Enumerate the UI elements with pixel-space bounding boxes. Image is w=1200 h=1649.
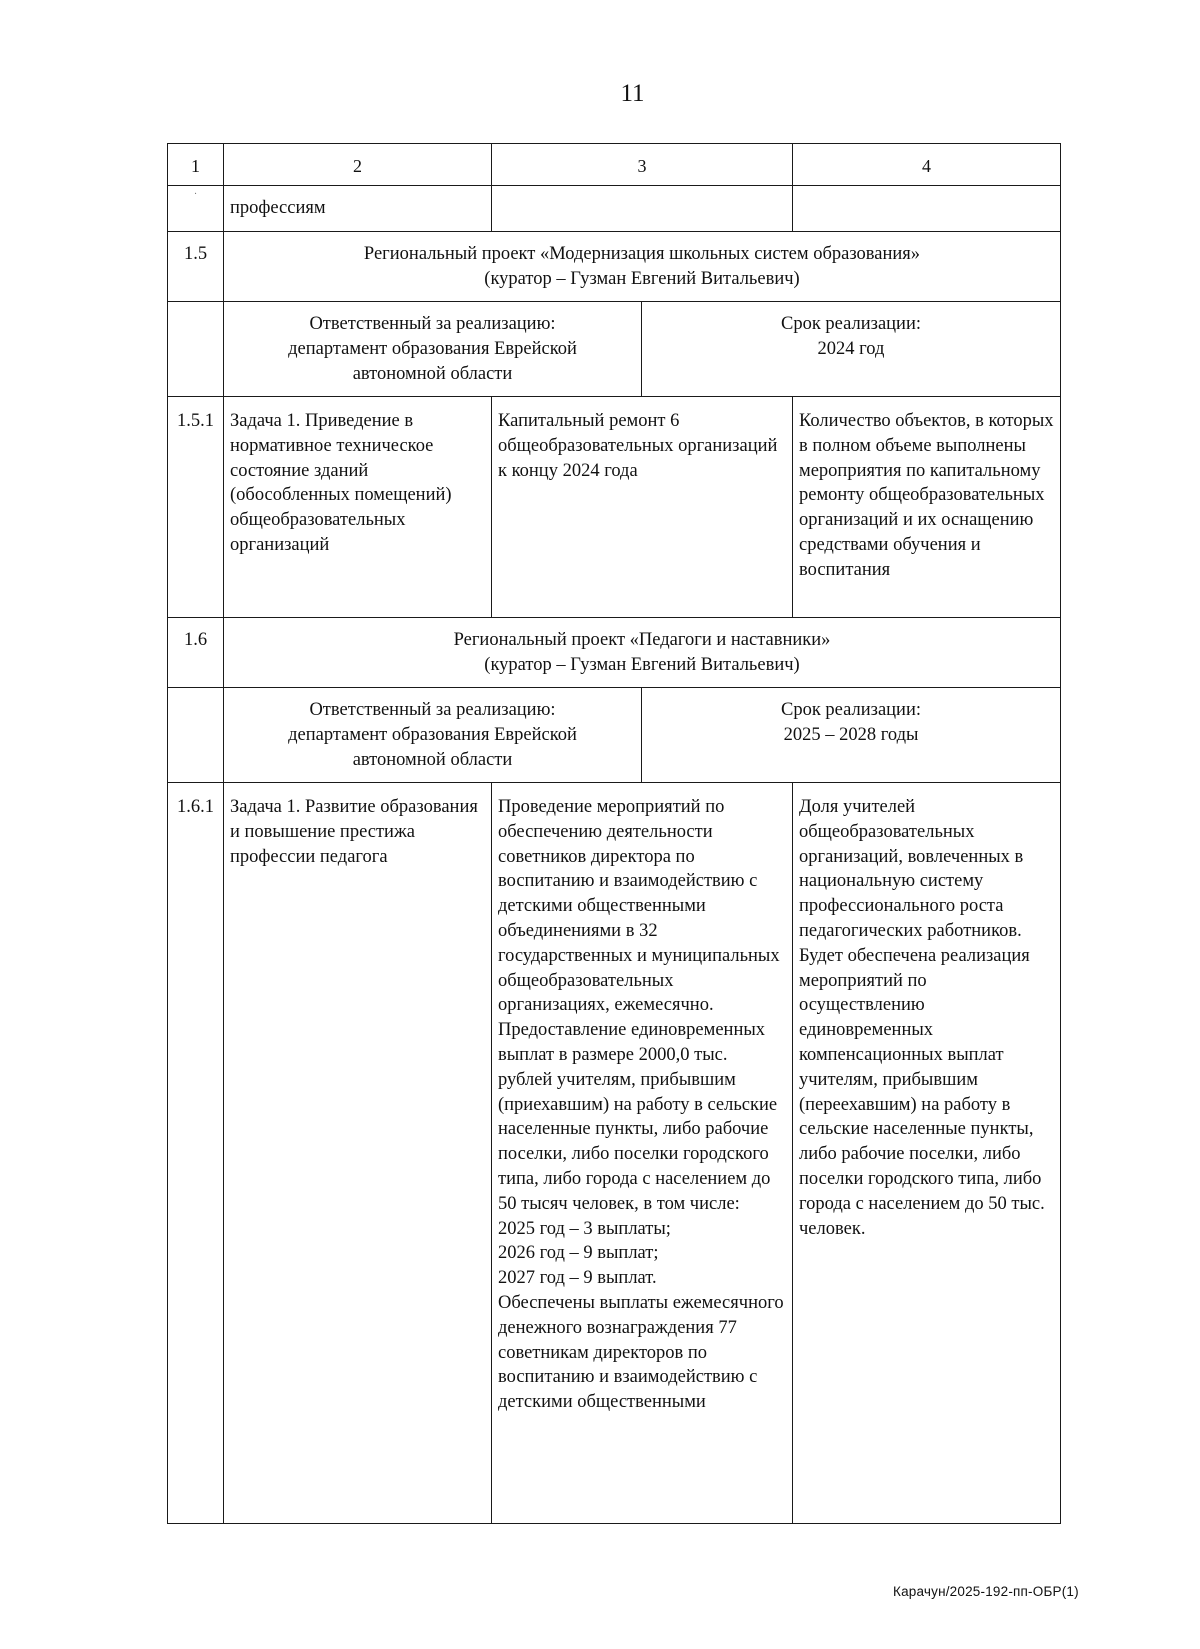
responsible-label: Ответственный за реализацию: bbox=[309, 314, 556, 334]
task-expected-result bbox=[492, 783, 793, 1524]
row-number: 1.5.1 bbox=[168, 397, 224, 618]
task-indicator bbox=[793, 783, 1061, 1524]
term-cell bbox=[642, 302, 1061, 397]
responsible-dept: департамент образования Еврейской bbox=[288, 338, 577, 359]
task-description: Задача 1. Приведение в нормативное техническое состояние зданий (обособленных помещений) общеобразовательных организаций bbox=[224, 397, 492, 618]
term-label: Срок реализации: bbox=[780, 314, 921, 334]
header-col-2: 2 bbox=[224, 144, 492, 186]
project-row-1-5 bbox=[168, 232, 1061, 302]
responsible-label: Ответственный за реализацию: bbox=[309, 700, 556, 720]
indicator-paragraph-2: Будет обеспечена реализация мероприятий по осуществлению единовременных компенсационных выплат учителям, прибывшим (переехавшим) на работу в сельские населенные пункты, либо рабочие поселки, либо поселки городского типа, либо города с населением до 50 тыс. человек. bbox=[799, 945, 1045, 1239]
responsible-dept: департамент образования Еврейской bbox=[288, 724, 577, 745]
header-col-4: 4 bbox=[793, 144, 1061, 186]
project-title bbox=[224, 618, 1061, 688]
term-value: 2025 – 2028 годы bbox=[783, 724, 919, 745]
project-curator-line: (куратор – Гузман Евгений Витальевич) bbox=[484, 268, 800, 289]
responsible-region: автономной области bbox=[352, 749, 513, 770]
row-number: 1.5 bbox=[168, 232, 224, 302]
continuation-marker: · bbox=[168, 186, 224, 232]
continuation-text: профессиям bbox=[224, 186, 492, 232]
project-info-row-1-5 bbox=[168, 302, 1061, 397]
responsible-cell bbox=[224, 302, 642, 397]
project-title-line: Региональный проект «Педагоги и наставники» bbox=[453, 630, 831, 650]
project-title-line: Региональный проект «Модернизация школьных систем образования» bbox=[363, 244, 921, 264]
result-paragraph-2: Предоставление единовременных выплат в размере 2000,0 тыс. рублей учителям, прибывшим (приехавшим) на работу в сельские населенные пункты, либо рабочие поселки, либо поселки городского типа, либо города с населением до 50 тысяч человек, в том числе: bbox=[498, 1020, 778, 1214]
result-year-2026: 2026 год – 9 выплат; bbox=[498, 1243, 659, 1264]
result-paragraph-1: Проведение мероприятий по обеспечению деятельности советников директора по воспитанию и взаимодействию с детскими общественными объединениями в 32 государственных и муниципальных общеобразовательных организациях, ежемесячно. bbox=[498, 797, 780, 1016]
header-col-3: 3 bbox=[492, 144, 793, 186]
project-title bbox=[224, 232, 1061, 302]
row-number: 1.6 bbox=[168, 618, 224, 688]
continuation-row bbox=[168, 186, 1061, 232]
responsible-region: автономной области bbox=[352, 363, 513, 384]
project-curator-line: (куратор – Гузман Евгений Витальевич) bbox=[484, 654, 800, 675]
header-row bbox=[168, 144, 1061, 186]
term-label: Срок реализации: bbox=[780, 700, 921, 720]
header-col-1: 1 bbox=[168, 144, 224, 186]
task-indicator: Количество объектов, в которых в полном объеме выполнены мероприятия по капитальному ремонту общеобразовательных организаций и их оснащению средствами обучения и воспитания bbox=[793, 397, 1061, 618]
page-number: 11 bbox=[620, 80, 645, 107]
project-info-row-1-6 bbox=[168, 688, 1061, 783]
project-row-1-6 bbox=[168, 618, 1061, 688]
program-table bbox=[167, 143, 1061, 1524]
document-code: Карачун/2025-192-пп-ОБР(1) bbox=[893, 1584, 1079, 1599]
result-year-2027: 2027 год – 9 выплат. bbox=[498, 1268, 657, 1289]
result-paragraph-3: Обеспечены выплаты ежемесячного денежного вознаграждения 77 советникам директоров по воспитанию и взаимодействию с детскими общественными bbox=[498, 1292, 784, 1413]
task-row-1-5-1 bbox=[168, 397, 1061, 618]
responsible-cell bbox=[224, 688, 642, 783]
term-cell bbox=[642, 688, 1061, 783]
empty-number-cell bbox=[168, 688, 224, 783]
task-description: Задача 1. Развитие образования и повышение престижа профессии педагога bbox=[224, 783, 492, 1524]
continuation-col-4 bbox=[793, 186, 1061, 232]
indicator-paragraph-1: Доля учителей общеобразовательных организаций, вовлеченных в национальную систему профессионального роста педагогических работников. bbox=[799, 797, 1024, 941]
empty-number-cell bbox=[168, 302, 224, 397]
task-row-1-6-1 bbox=[168, 783, 1061, 1524]
row-number: 1.6.1 bbox=[168, 783, 224, 1524]
term-value: 2024 год bbox=[817, 338, 885, 359]
result-year-2025: 2025 год – 3 выплаты; bbox=[498, 1218, 671, 1239]
task-expected-result: Капитальный ремонт 6 общеобразовательных организаций к концу 2024 года bbox=[492, 397, 793, 618]
continuation-col-3 bbox=[492, 186, 793, 232]
